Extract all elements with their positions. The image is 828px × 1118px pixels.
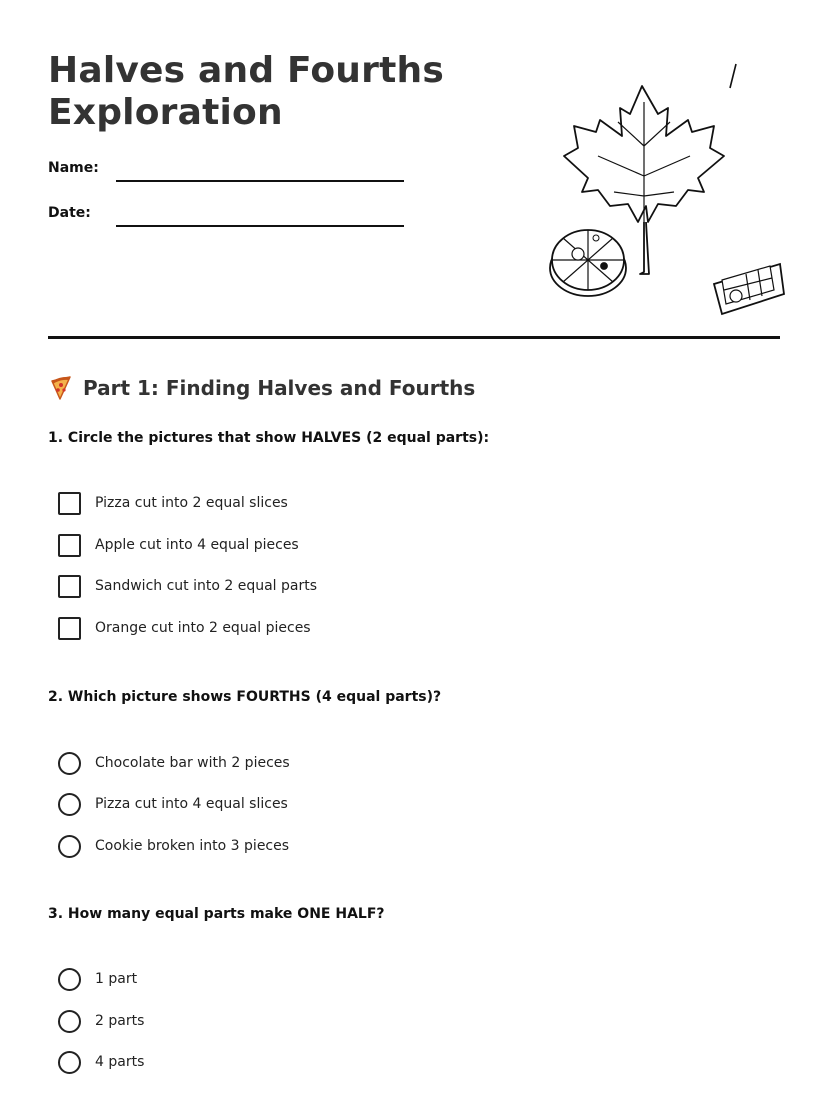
option-label: Pizza cut into 4 equal slices [95,796,288,812]
question-1: 1. Circle the pictures that show HALVES (2 equal parts): [48,430,490,446]
name-label: Name: [48,160,99,176]
option-label: 1 part [95,971,138,987]
option-label: Pizza cut into 2 equal slices [95,495,288,511]
q1-option-3[interactable] [58,573,317,599]
chocolate-bar-icon [714,264,784,314]
q1-option-4[interactable] [58,615,311,641]
question-3: 3. How many equal parts make ONE HALF? [48,906,385,922]
radio-button[interactable] [58,968,81,991]
pizza-icon [550,230,626,296]
header-illustration [518,56,788,318]
title-line-2: Exploration [48,92,283,133]
checkbox[interactable] [58,575,81,598]
option-label: Chocolate bar with 2 pieces [95,755,290,771]
radio-button[interactable] [58,752,81,775]
option-label: Orange cut into 2 equal pieces [95,620,311,636]
name-field-line[interactable] [116,180,404,182]
pizza-slice-icon [48,375,74,401]
radio-button[interactable] [58,1010,81,1033]
part1-header [48,374,475,402]
option-label: Sandwich cut into 2 equal parts [95,578,318,594]
q2-option-2[interactable] [58,791,288,817]
q3-option-1[interactable] [58,966,137,992]
radio-button[interactable] [58,835,81,858]
section-divider [48,336,780,339]
option-label: 4 parts [95,1054,145,1070]
q2-option-1[interactable] [58,750,290,776]
option-label: 2 parts [95,1013,145,1029]
q1-option-1[interactable] [58,490,288,516]
option-label: Apple cut into 4 equal pieces [95,537,299,553]
checkbox[interactable] [58,492,81,515]
date-label: Date: [48,205,91,221]
q1-option-2[interactable] [58,532,299,558]
checkbox[interactable] [58,617,81,640]
radio-button[interactable] [58,1051,81,1074]
radio-button[interactable] [58,793,81,816]
q3-option-2[interactable] [58,1008,144,1034]
pencil-mark-icon [730,64,736,88]
date-field-line[interactable] [116,225,404,227]
worksheet-title [48,50,444,134]
part1-title: Part 1: Finding Halves and Fourths [83,376,476,400]
worksheet-page [48,0,780,1118]
option-label: Cookie broken into 3 pieces [95,838,290,854]
q3-option-3[interactable] [58,1049,144,1075]
checkbox[interactable] [58,534,81,557]
q2-option-3[interactable] [58,833,289,859]
title-line-1: Halves and Fourths [48,50,444,91]
question-2: 2. Which picture shows FOURTHS (4 equal parts)? [48,689,442,705]
